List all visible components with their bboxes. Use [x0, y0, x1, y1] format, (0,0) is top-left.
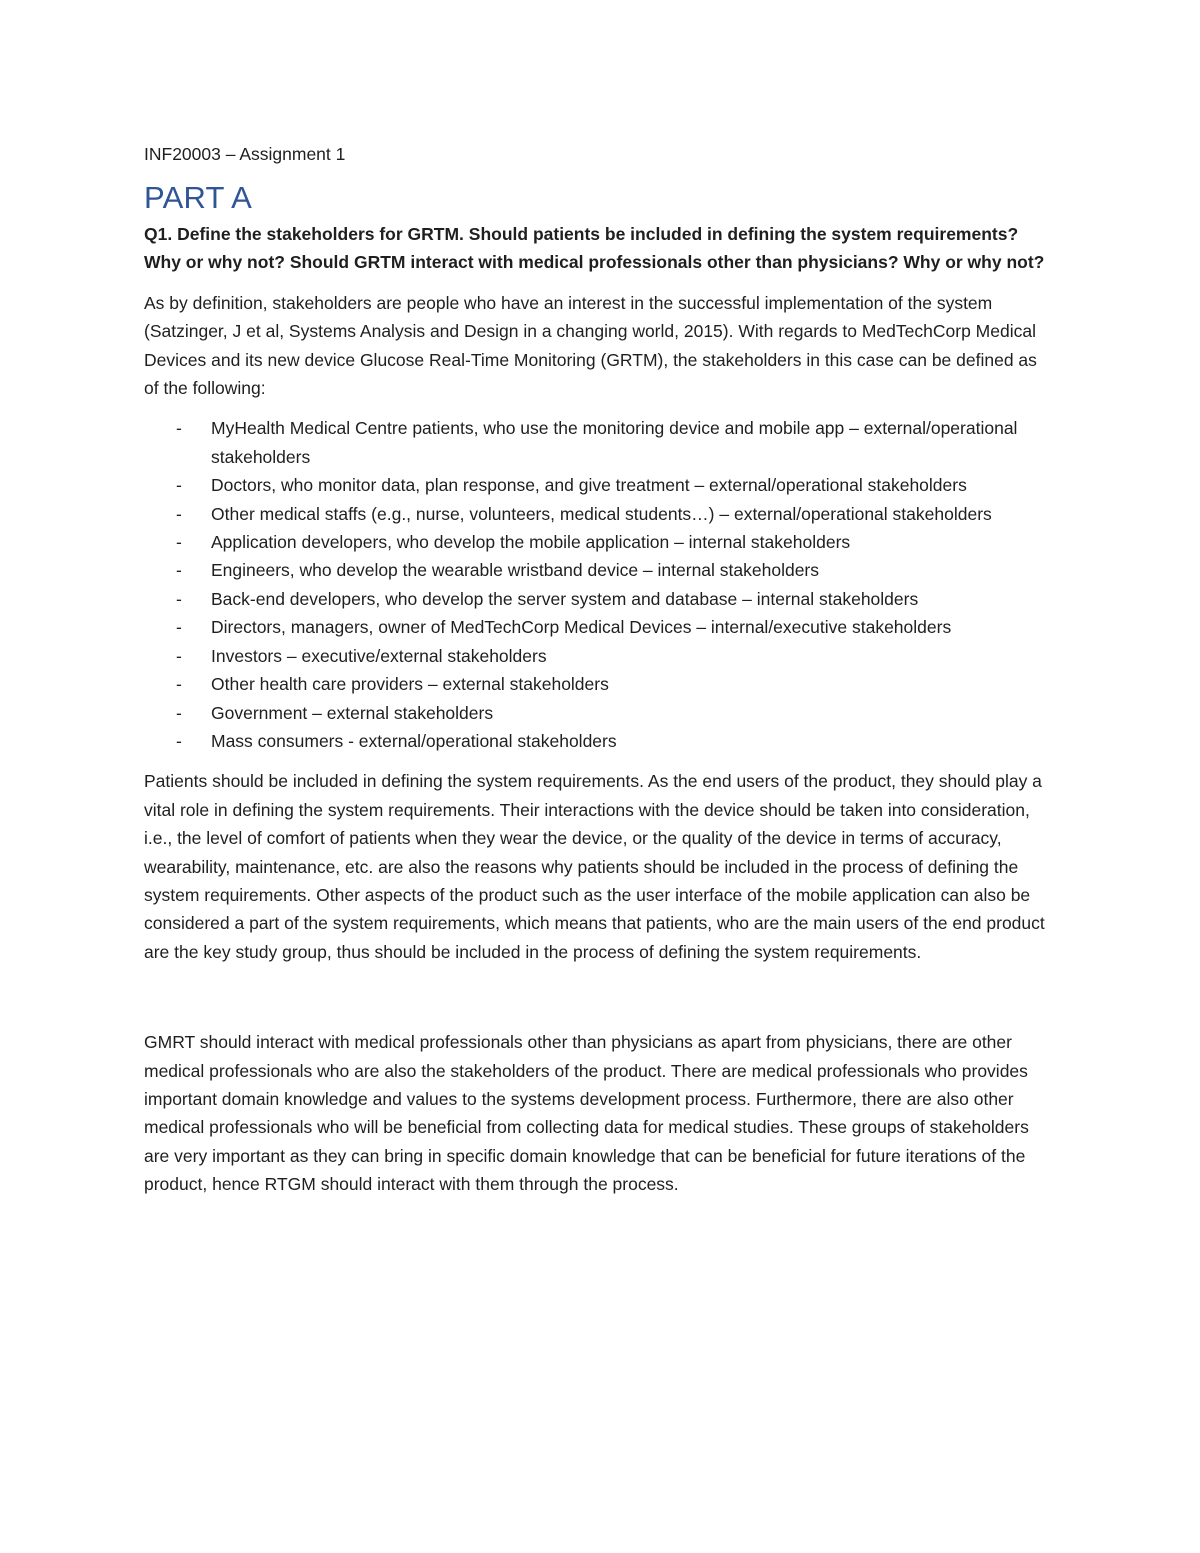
list-item	[144, 727, 1056, 755]
list-item-text: Doctors, who monitor data, plan response, and give treatment – external/operational stakeholders	[211, 475, 967, 496]
list-item	[144, 556, 1056, 584]
bullet-dash: -	[176, 475, 182, 496]
list-item	[144, 642, 1056, 670]
stakeholder-list	[144, 414, 1056, 755]
bullet-dash: -	[176, 702, 182, 723]
list-item	[144, 585, 1056, 613]
list-item-text: Directors, managers, owner of MedTechCorp Medical Devices – internal/executive stakeholders	[211, 617, 952, 638]
intro-paragraph: As by definition, stakeholders are people who have an interest in the successful implementation of the system (Satzinger, J et al, Systems Analysis and Design in a changing world, 2015). With regards to MedTechCorp Medical Devices and its new device Glucose Real-Time Monitoring (GRTM), the stakeholders in this case can be defined as of the following:	[144, 292, 1037, 399]
list-item-text: Application developers, who develop the mobile application – internal stakeholders	[211, 532, 851, 553]
paragraph-spacer	[144, 978, 1056, 1028]
bullet-dash: -	[176, 730, 182, 751]
patients-paragraph: Patients should be included in defining the system requirements. As the end users of the product, they should play a vital role in defining the system requirements. Their interactions with the device should be taken into consideration, i.e., the level of comfort of patients when they wear the device, or the quality of the device in terms of accuracy, wearability, maintenance, etc. are also the reasons why patients should be included in the process of defining the system requirements. Other aspects of the product such as the user interface of the mobile application can also be considered a part of the system requirements, which means that patients, who are the main users of the end product are the key study group, thus should be included in the process of defining the system requirements.	[144, 771, 1045, 962]
professionals-paragraph: GMRT should interact with medical professionals other than physicians as apart from physicians, there are other medical professionals who are also the stakeholders of the product. There are medical professionals who provides important domain knowledge and values to the systems development process. Furthermore, there are also other medical professionals who will be beneficial from collecting data for medical studies. These groups of stakeholders are very important as they can bring in specific domain knowledge that can be beneficial for future iterations of the product, hence RTGM should interact with them through the process.	[144, 1032, 1029, 1195]
part-title: PART A	[144, 180, 253, 215]
question-heading: Q1. Define the stakeholders for GRTM. Should patients be included in defining the system requirements? Why or why not? Should GRTM interact with medical professionals other than physicians? Why or why not?	[144, 224, 1045, 273]
bullet-dash: -	[176, 503, 182, 524]
bullet-dash: -	[176, 645, 182, 666]
bullet-dash: -	[176, 674, 182, 695]
list-item	[144, 613, 1056, 641]
list-item-text: Other health care providers – external stakeholders	[211, 674, 609, 695]
bullet-dash: -	[176, 532, 182, 553]
list-item	[144, 500, 1056, 528]
list-item-text: Mass consumers - external/operational stakeholders	[211, 730, 617, 751]
list-item	[144, 414, 1056, 471]
bullet-dash: -	[176, 588, 182, 609]
list-item-text: Other medical staffs (e.g., nurse, volunteers, medical students…) – external/operational stakeholders	[211, 503, 992, 524]
list-item	[144, 528, 1056, 556]
bullet-dash: -	[176, 560, 182, 581]
list-item-text: Investors – executive/external stakeholders	[211, 645, 547, 666]
list-item-text: Back-end developers, who develop the server system and database – internal stakeholders	[211, 588, 919, 609]
bullet-dash: -	[176, 418, 182, 439]
list-item-text: Government – external stakeholders	[211, 702, 494, 723]
document-page	[144, 140, 1056, 1211]
document-header: INF20003 – Assignment 1	[144, 144, 346, 164]
list-item	[144, 699, 1056, 727]
list-item-text: Engineers, who develop the wearable wristband device – internal stakeholders	[211, 560, 820, 581]
list-item	[144, 471, 1056, 499]
list-item-text: MyHealth Medical Centre patients, who use the monitoring device and mobile app – external/operational stakeholders	[211, 418, 1018, 467]
list-item	[144, 670, 1056, 698]
bullet-dash: -	[176, 617, 182, 638]
